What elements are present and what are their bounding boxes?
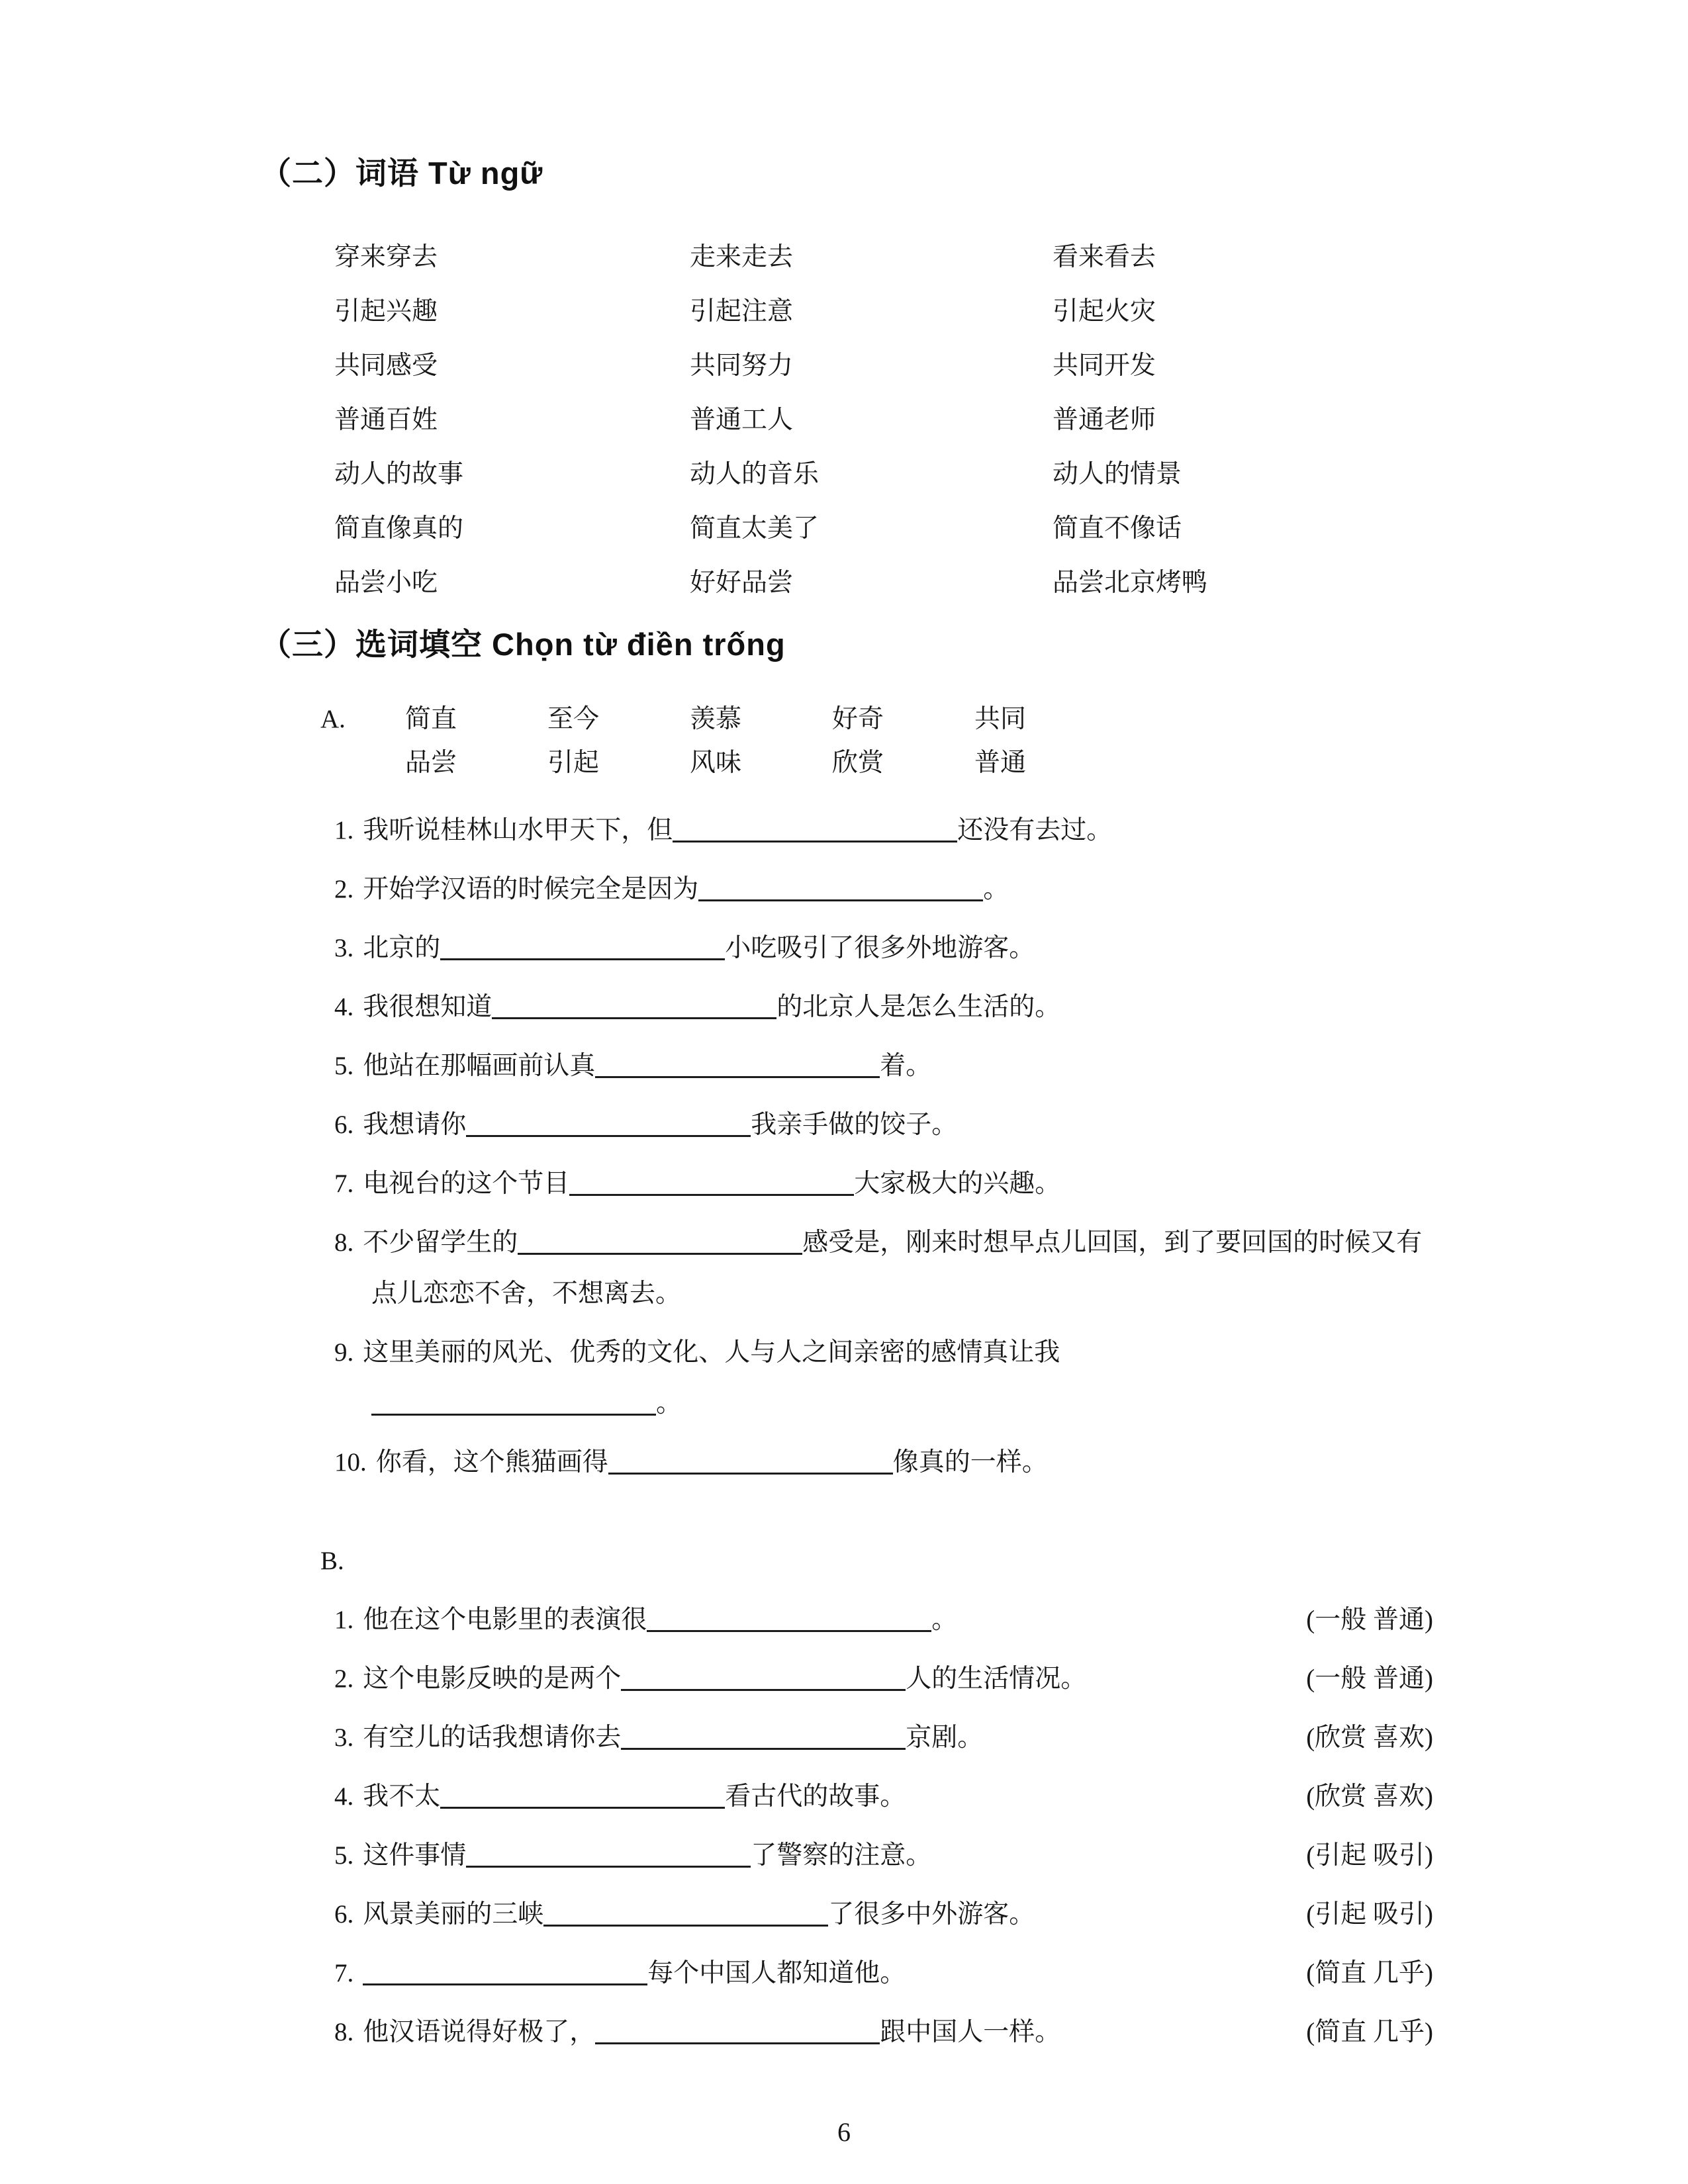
word-item: 品尝小吃: [334, 569, 438, 597]
item-text-before: 他站在那幅画前认真: [363, 1052, 596, 1080]
exercise-item-a6: [334, 1099, 1433, 1150]
fill-in-blank: [371, 1409, 656, 1416]
choice-options: (欣赏 喜欢): [1306, 1723, 1433, 1752]
item-sentence: [334, 1712, 983, 1763]
item-text-after: 大家极大的兴趣。: [854, 1169, 1061, 1198]
item-text-after: 跟中国人一样。: [880, 2018, 1061, 2046]
choice-options: (简直 几乎): [1306, 1959, 1433, 1987]
item-number: 1.: [334, 1606, 354, 1634]
word-item: 普通百姓: [334, 406, 438, 434]
item-sentence: [334, 1889, 1035, 1940]
item-text-after: 还没有去过。: [957, 816, 1113, 844]
word-item: 品尝北京烤鸭: [1053, 569, 1208, 597]
item-text-before: 这个电影反映的是两个: [363, 1664, 622, 1693]
word-item: 引起兴趣: [334, 297, 438, 326]
item-number: 2.: [334, 875, 354, 903]
fill-in-blank: [466, 1861, 751, 1868]
item-text-before: 我想请你: [363, 1111, 467, 1139]
bank-word: 简直: [405, 705, 457, 733]
item-text-before: 有空儿的话我想请你去: [363, 1723, 622, 1752]
item-text-before: 北京的: [363, 934, 441, 962]
item-text-before: 这里美丽的风光、优秀的文化、人与人之间亲密的感情真让我: [363, 1338, 1060, 1367]
item-number: 6.: [334, 1900, 354, 1929]
part-b-label: B.: [320, 1547, 344, 1575]
item-text-after: 像真的一样。: [892, 1448, 1048, 1477]
page-number: 6: [837, 2117, 851, 2147]
item-number: 1.: [334, 816, 354, 844]
exercise-item-a5: [334, 1040, 1433, 1091]
bank-word: 至今: [547, 705, 600, 733]
section-words-heading: （二）词语 Từ ngữ: [260, 156, 543, 191]
item-text-before: 开始学汉语的时候完全是因为: [363, 875, 699, 903]
fill-in-blank: [569, 1189, 854, 1196]
fill-in-blank: [647, 1625, 931, 1632]
item-text-after: 京剧。: [906, 1723, 984, 1752]
fill-in-blank: [363, 1979, 647, 1985]
exercise-item-b1: [334, 1594, 1433, 1645]
item-text-after: 我亲手做的饺子。: [751, 1111, 958, 1139]
item-text-after: 着。: [880, 1052, 932, 1080]
part-a-word-bank: [405, 698, 1117, 785]
fill-in-blank: [698, 895, 983, 901]
fill-in-blank: [595, 1071, 880, 1078]
item-text-after: 看古代的故事。: [725, 1782, 906, 1811]
item-text-before: 不少留学生的: [363, 1228, 518, 1257]
exercise-item-b2: [334, 1653, 1433, 1704]
exercise-item-a10: [334, 1437, 1433, 1488]
bank-word: 好奇: [832, 705, 884, 733]
word-item: 看来看去: [1053, 243, 1156, 271]
item-number: 5.: [334, 1052, 354, 1080]
word-item: 简直太美了: [690, 514, 820, 543]
item-number: 3.: [334, 934, 354, 962]
item-sentence: [334, 1948, 906, 1999]
part-a-bank-block: [320, 698, 1445, 785]
item-text-after: 人的生活情况。: [906, 1664, 1087, 1693]
word-item: 走来走去: [690, 243, 794, 271]
item-number: 5.: [334, 1841, 354, 1870]
item-text-before: 你看，这个熊猫画得: [375, 1448, 608, 1477]
exercise-item-a7: [334, 1158, 1433, 1209]
item-sentence: [334, 1594, 957, 1645]
word-item: 穿来穿去: [334, 243, 438, 271]
word-item: 共同感受: [334, 351, 438, 380]
exercise-item-b8: [334, 2007, 1433, 2058]
part-a-items: [334, 805, 1433, 1488]
exercise-item-a3: [334, 923, 1433, 974]
item-number: 8.: [334, 1228, 354, 1257]
fill-in-blank: [492, 1013, 776, 1019]
bank-word: 风味: [690, 749, 742, 777]
item-number: 6.: [334, 1111, 354, 1139]
exercise-item-a1: [334, 805, 1433, 856]
item-sentence: [334, 1771, 906, 1822]
word-item: 简直像真的: [334, 514, 464, 543]
fill-in-blank: [621, 1743, 906, 1750]
exercise-item-b3: [334, 1712, 1433, 1763]
item-text-before: 他在这个电影里的表演很: [363, 1606, 647, 1634]
word-item: 动人的故事: [334, 460, 464, 488]
fill-in-blank: [673, 836, 957, 842]
item-text-before: 风景美丽的三峡: [363, 1900, 544, 1929]
word-item: 动人的情景: [1053, 460, 1182, 488]
exercise-item-a4: [334, 981, 1433, 1032]
word-item: 引起火灾: [1053, 297, 1156, 326]
fill-in-blank: [466, 1130, 751, 1137]
exercise-item-b7: [334, 1948, 1433, 1999]
item-text-before: 这件事情: [363, 1841, 467, 1870]
item-text-after: 感受是，刚来时想早点儿回国，到了要回国的时候又有点儿恋恋不舍，不想离去。: [371, 1228, 1423, 1308]
item-text-after: 。: [931, 1606, 958, 1634]
item-sentence: [334, 1830, 931, 1881]
word-item: 好好品尝: [690, 569, 794, 597]
exercise-item-b6: [334, 1889, 1433, 1940]
choice-options: (引起 吸引): [1306, 1900, 1433, 1929]
item-number: 4.: [334, 1782, 354, 1811]
item-text-before: 他汉语说得好极了，: [363, 2018, 596, 2046]
word-item: 共同开发: [1053, 351, 1156, 380]
bank-word: 品尝: [405, 749, 457, 777]
choice-options: (简直 几乎): [1306, 2018, 1433, 2046]
bank-word: 引起: [547, 749, 600, 777]
word-item: 普通工人: [690, 406, 794, 434]
word-item: 普通老师: [1053, 406, 1156, 434]
bank-word: 普通: [974, 749, 1027, 777]
fill-in-blank: [595, 2038, 880, 2044]
exercise-item-a8: [334, 1217, 1433, 1319]
item-sentence: [334, 2007, 1060, 2058]
choice-options: (一般 普通): [1306, 1606, 1433, 1634]
item-text-before: 我不太: [363, 1782, 441, 1811]
item-text-before: 电视台的这个节目: [363, 1169, 570, 1198]
word-item: 动人的音乐: [690, 460, 820, 488]
item-number: 2.: [334, 1664, 354, 1693]
part-b-items: [334, 1594, 1433, 2058]
word-item: 简直不像话: [1053, 514, 1182, 543]
item-number: 7.: [334, 1959, 354, 1987]
fill-in-blank: [518, 1248, 802, 1255]
item-number: 8.: [334, 2018, 354, 2046]
bank-word: 欣赏: [832, 749, 884, 777]
exercise-item-b5: [334, 1830, 1433, 1881]
fill-in-blank: [608, 1468, 893, 1475]
item-text-after: 。: [983, 875, 1009, 903]
bank-word: 羡慕: [690, 705, 742, 733]
item-text-before: 我听说桂林山水甲天下，但: [363, 816, 673, 844]
fill-in-blank: [440, 954, 725, 960]
item-number: 3.: [334, 1723, 354, 1752]
item-number: 7.: [334, 1169, 354, 1198]
item-text-after: 了很多中外游客。: [828, 1900, 1035, 1929]
page-content: [260, 154, 1445, 2066]
part-a-label: A.: [320, 705, 346, 733]
section-fill-heading: （三）选词填空 Chọn từ điền trống: [260, 627, 786, 662]
item-text-after: 。: [656, 1389, 682, 1418]
item-number: 10.: [334, 1448, 367, 1477]
item-text-before: 我很想知道: [363, 993, 492, 1021]
exercise-item-a9: [334, 1327, 1433, 1429]
item-number: 9.: [334, 1338, 354, 1367]
item-text-after: 小吃吸引了很多外地游客。: [725, 934, 1035, 962]
choice-options: (一般 普通): [1306, 1664, 1433, 1693]
fill-in-blank: [621, 1684, 906, 1691]
item-text-after: 每个中国人都知道他。: [647, 1959, 906, 1987]
word-list-table: [334, 230, 1445, 610]
choice-options: (欣赏 喜欢): [1306, 1782, 1433, 1811]
item-sentence: [334, 1653, 1086, 1704]
item-text-after: 了警察的注意。: [751, 1841, 932, 1870]
exercise-item-b4: [334, 1771, 1433, 1822]
choice-options: (引起 吸引): [1306, 1841, 1433, 1870]
word-item: 共同努力: [690, 351, 794, 380]
item-number: 4.: [334, 993, 354, 1021]
exercise-item-a2: [334, 864, 1433, 915]
word-item: 引起注意: [690, 297, 794, 326]
item-text-after: 的北京人是怎么生活的。: [776, 993, 1061, 1021]
fill-in-blank: [543, 1920, 828, 1927]
fill-in-blank: [440, 1802, 725, 1809]
bank-word: 共同: [974, 705, 1027, 733]
